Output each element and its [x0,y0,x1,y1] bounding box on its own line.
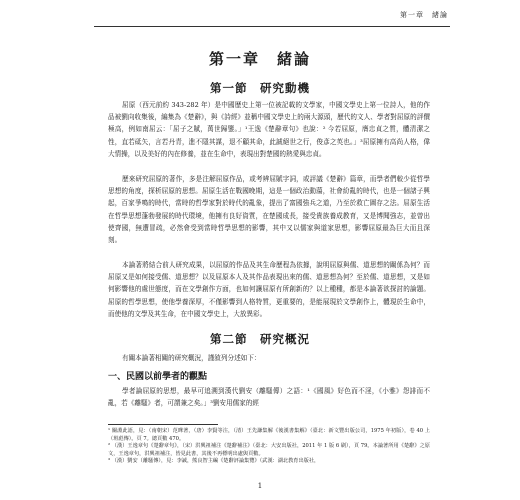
header-rule [94,26,450,27]
paragraph: 屈原（西元前約 343-282 年）是中國歷史上第一位被記載的文學家，中國文學史上第一位詩人，他的作品被劉向收集後，編集為《楚辭》，與《詩經》並稱中國文學史上的兩大源頭，歷代的文人、學者對屈原的評價極高，例如南屈云：「屈子之賦，萬世歸鑒。」¹王逸《楚辭章句》也說：² 今若屈原，膺忠貞之質，體清潔之性，直若砥矢，言若丹青，進不隱其謀，退不顧其命，此誠絕世之行，俊彥之英也。」³屈原擁有高尚人格，偉大情操，以及美好的內在修養，並在生命中，表現出對楚國的熱愛與忠貞。 [108,101,430,158]
paragraph: 有關本論著相關的研究概況，謹敘列分述如下： [122,354,261,362]
paragraph: 學者論屈原的思想，最早可追溯到漢代劉安（離騷傳）之語：¹《國風》好色而不淫，《小雅》怨誹而不亂，若《離騷》者，可謂兼之矣。」³劉安用儒家的經 [108,387,430,408]
footnote: ³ （漢）劉安（離騷傳），見：李誠，熊良智主編《楚辭評論集覽》（武漢：湖北教育出版社， [108,458,320,465]
footnotes [108,428,430,466]
footnote: ² （漢）王逸章句《楚辭章句》，（宋）洪興祖補注《楚辭補注》（臺北：大安出版社，2011 年 1 版 6 刷），頁 79。本論著所用《楚辭》之原文，王逸章句，洪興祖補注，皆見此書，其後不再標明出處與頁數。 [108,443,430,457]
section-title-motivation: 第一節 研究動機 [210,81,310,95]
paragraph: 本論著將結合前人研究成果，以屈原的作品及其生命歷程為依據，說明屈原與儒、道思想的關係為何？而屈原又是如何接受儒、道思想？以及屈原本人及其作品表現出來的儒、道思想為何？至於儒、道思想，又是如何影響他的處世態度，而在文學創作方面，也如何讓屈原有所創新的？以上種種，都是本論著欲探討的論題。屈原的哲學思想，使他學養深厚，不僅影響到人格特質，更重要的，是能展現於文學創作上，體現於生命中，而使他的文學及其生命，在中國文學史上，大放異彩。 [108,261,430,318]
subheading: 一、民國以前學者的觀點 [108,372,208,382]
footnote: ¹ 關淵此語，見：（南朝宋）范曄著，（唐）李賢等注，（清）王先謙集解《後漢書集解》（臺北：新文豐出版公司，1975 年初版），卷 40 上（班彪傳）。頁 7。總頁數 470。 [108,428,430,442]
section-title-overview: 第二節 研究概況 [210,332,310,346]
chapter-title: 第一章 緒論 [208,50,311,68]
page-number: 1 [257,482,263,490]
paragraph: 歷來研究屈原的著作，多是注解屈原作品，或考辨屈賦字詞，或評議《楚辭》篇章，而學者們較少從哲學思想的角度，探析屈原的思想。屈原生活在戰國晚期，這是一個政治動蕩，社會紛亂的時代，也是一個諸子興起，百家爭鳴的時代，當時的哲學家對於時代的亂象，提出了富國強兵之道，乃至於救亡圖存之法。屈原生活在哲學思想蓬勃發展的時代環境，他擁有良好資質，在楚國成長，接受貴族養成教育，又是博聞強志，並曾出使齊國，無遭冒疏，必然會受到當時哲學思想的影響，其中又以儒家與道家思想，影響屈原最為巨大而且深刻。 [108,175,430,245]
running-head: 第一章 緒論 [400,11,448,19]
footnote-rule [108,424,218,425]
